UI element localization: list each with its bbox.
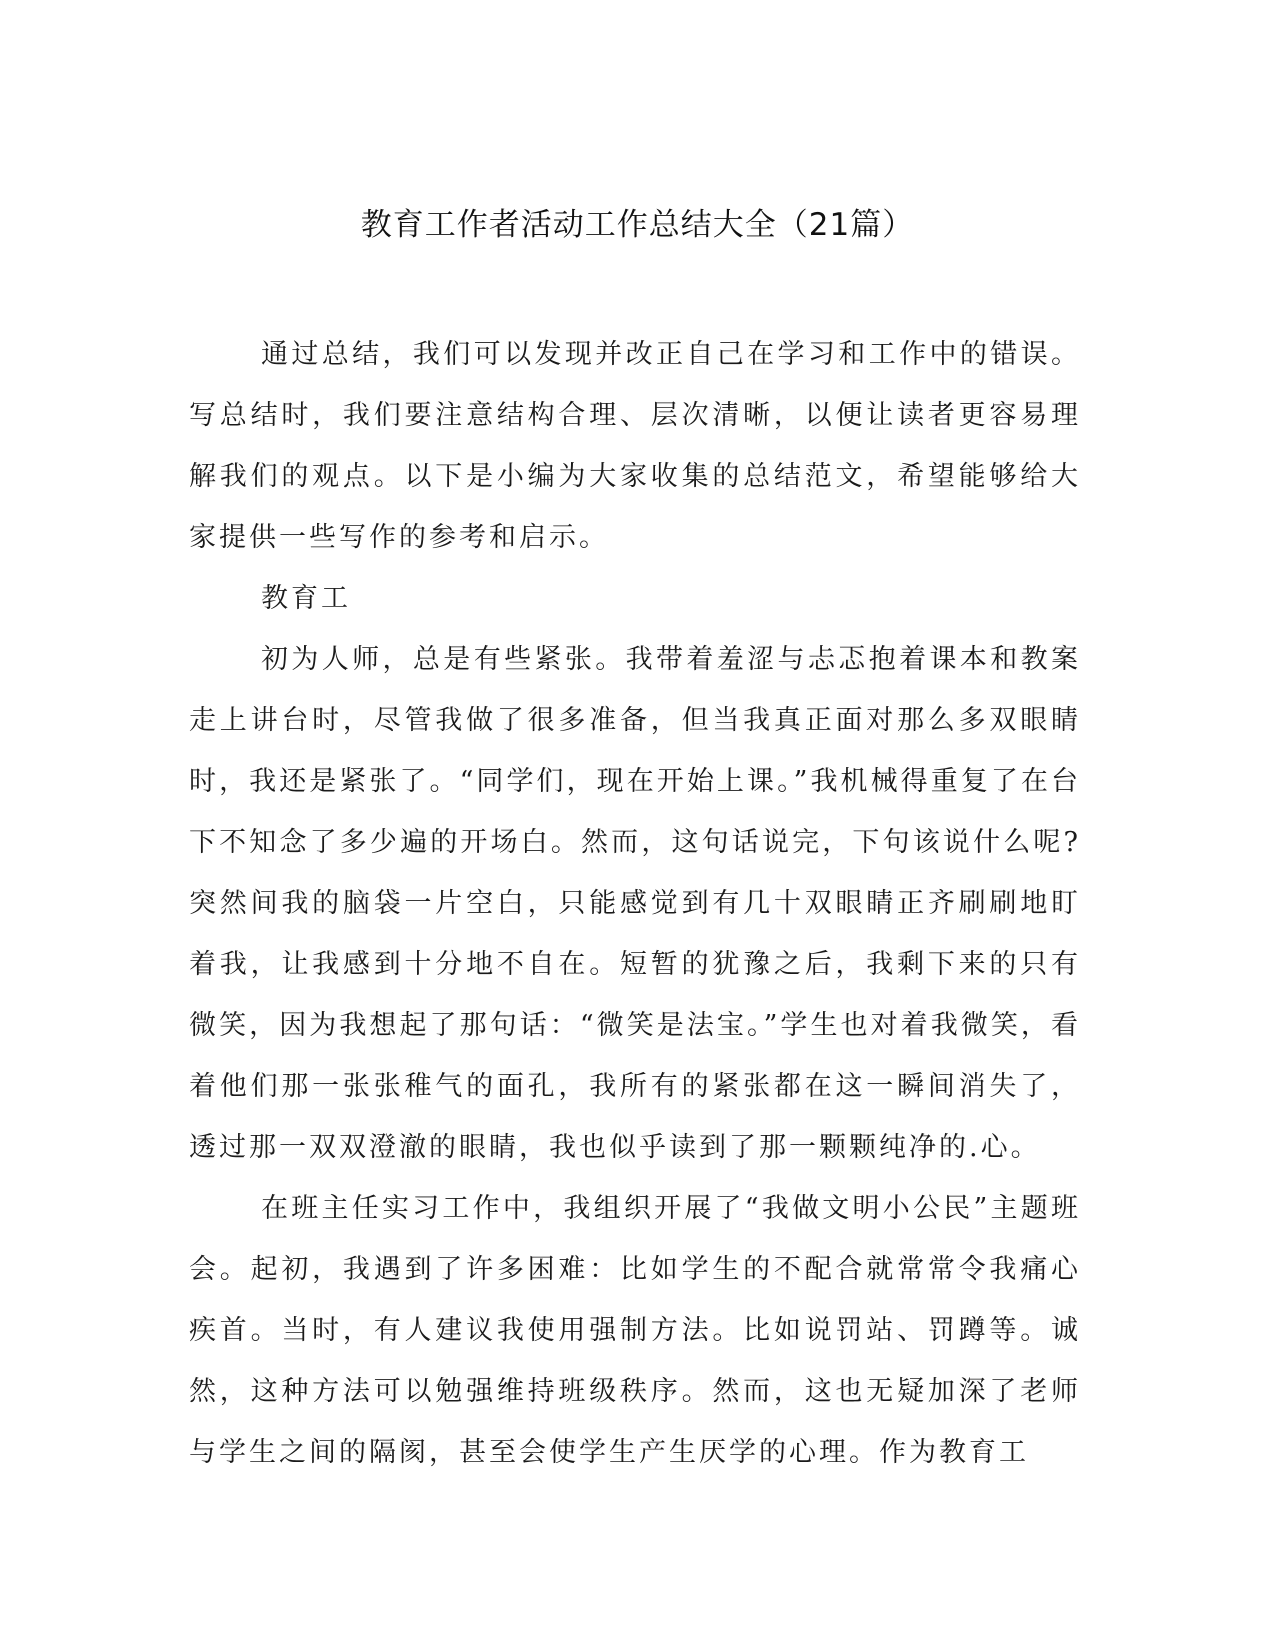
document-title: 教育工作者活动工作总结大全（21篇） <box>360 207 915 243</box>
paragraph-section-heading: 教育工 <box>261 583 351 614</box>
document-body <box>189 324 1081 1483</box>
paragraph-first-class: 初为人师，总是有些紧张。我带着羞涩与忐忑抱着课本和教案走上讲台时，尽管我做了很多准备，但当我真正面对那么多双眼睛时，我还是紧张了。“同学们，现在开始上课。”我机械得重复了在台下不知念了多少遍的开场白。然而，这句话说完，下句该说什么呢?突然间我的脑袋一片空白，只能感觉到有几十双眼睛正齐刷刷地盯着我，让我感到十分地不自在。短暂的犹豫之后，我剩下来的只有微笑，因为我想起了那句话：“微笑是法宝。”学生也对着我微笑，看着他们那一张张稚气的面孔，我所有的紧张都在这一瞬间消失了，透过那一双双澄澈的眼睛，我也似乎读到了那一颗颗纯净的.心。 <box>189 644 1081 1163</box>
paragraph-intro: 通过总结，我们可以发现并改正自己在学习和工作中的错误。写总结时，我们要注意结构合理、层次清晰，以便让读者更容易理解我们的观点。以下是小编为大家收集的总结范文，希望能够给大家提供一些写作的参考和启示。 <box>189 339 1081 553</box>
paragraph-class-meeting: 在班主任实习工作中，我组织开展了“我做文明小公民”主题班会。起初，我遇到了许多困难：比如学生的不配合就常常令我痛心疾首。当时，有人建议我使用强制方法。比如说罚站、罚蹲等。诚然，这种方法可以勉强维持班级秩序。然而，这也无疑加深了老师与学生之间的隔阂，甚至会使学生产生厌学的心理。作为教育工 <box>189 1193 1081 1468</box>
